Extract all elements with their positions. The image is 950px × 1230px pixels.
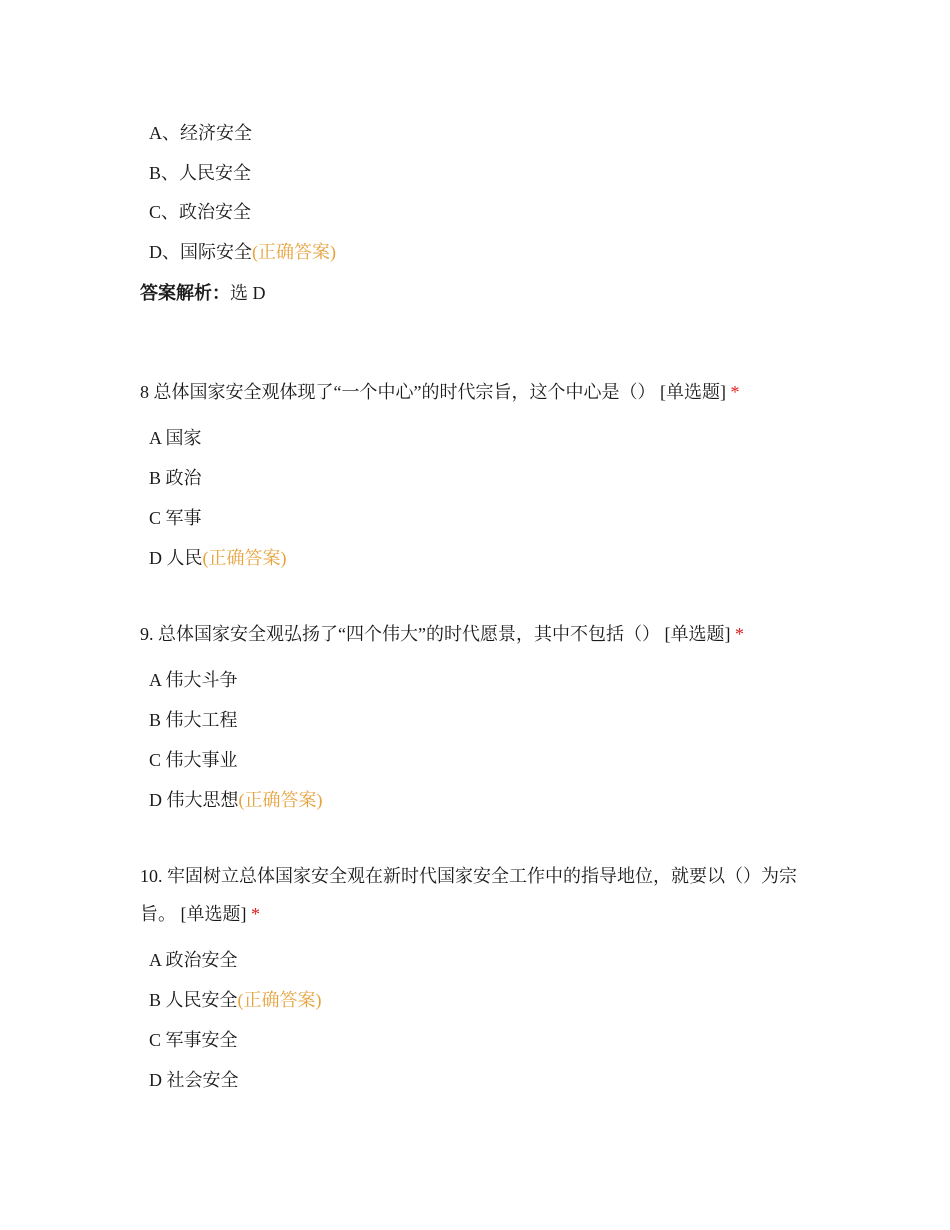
option-text: C 军事 <box>149 508 202 528</box>
q7-option-a <box>149 121 252 145</box>
q9-option-a <box>149 668 238 692</box>
question-text: 9. 总体国家安全观弘扬了“四个伟大”的时代愿景，其中不包括（） [单选题] <box>140 624 731 644</box>
q9-title <box>140 615 820 653</box>
required-mark: * <box>730 382 740 402</box>
option-text: D 伟大思想 <box>149 790 239 810</box>
option-text: B、人民安全 <box>149 163 252 183</box>
q7-option-d <box>149 240 336 264</box>
q10-option-d <box>149 1068 239 1092</box>
q10-option-c <box>149 1028 238 1052</box>
q9-option-d <box>149 788 323 812</box>
q8-option-a <box>149 426 202 450</box>
q10-title <box>140 857 820 933</box>
question-text: 10. 牢固树立总体国家安全观在新时代国家安全工作中的指导地位，就要以（）为宗旨。 [单选题] <box>140 866 797 924</box>
q10-option-a <box>149 948 238 972</box>
q8-option-d <box>149 546 287 570</box>
option-text: B 人民安全 <box>149 990 238 1010</box>
option-text: A、经济安全 <box>149 123 252 143</box>
option-text: D 社会安全 <box>149 1070 239 1090</box>
correct-answer-mark: (正确答案) <box>237 990 322 1010</box>
option-text: D 人民 <box>149 548 203 568</box>
correct-answer-mark: (正确答案) <box>252 242 336 262</box>
option-text: C、政治安全 <box>149 202 252 222</box>
q7-answer-analysis <box>140 281 266 305</box>
q7-option-c <box>149 200 251 224</box>
option-text: C 伟大事业 <box>149 750 238 770</box>
correct-answer-mark: (正确答案) <box>238 790 323 810</box>
option-text: A 政治安全 <box>149 950 238 970</box>
q8-title <box>140 373 820 411</box>
correct-answer-mark: (正确答案) <box>202 548 287 568</box>
q10-option-b <box>149 988 322 1012</box>
q8-option-b <box>149 466 202 490</box>
question-text: 8 总体国家安全观体现了“一个中心”的时代宗旨，这个中心是（） [单选题] <box>140 382 726 402</box>
option-text: B 政治 <box>149 468 202 488</box>
required-mark: * <box>734 624 744 644</box>
analysis-text: 选 D <box>230 283 266 303</box>
option-text: D、国际安全 <box>149 242 252 262</box>
q8-option-c <box>149 506 202 530</box>
option-text: A 国家 <box>149 428 202 448</box>
option-text: A 伟大斗争 <box>149 670 238 690</box>
analysis-label: 答案解析： <box>140 283 230 303</box>
option-text: B 伟大工程 <box>149 710 238 730</box>
option-text: C 军事安全 <box>149 1030 238 1050</box>
q9-option-c <box>149 748 238 772</box>
required-mark: * <box>251 904 260 924</box>
q9-option-b <box>149 708 238 732</box>
q7-option-b <box>149 161 251 185</box>
